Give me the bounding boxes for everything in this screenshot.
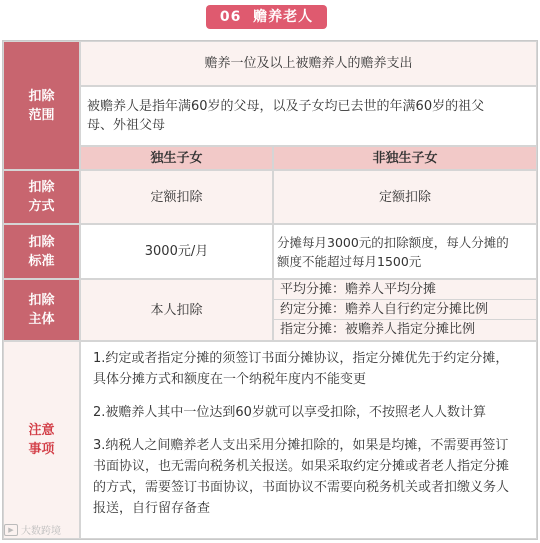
note-item-3-line4: 报送，自行留存备查 xyxy=(93,501,211,516)
scope-definition-line2: 母、外祖父母 xyxy=(87,118,166,133)
note-item-3-line2: 书面协议，也无需向税务机关报送。如果采取约定分摊或者老人指定分摊 xyxy=(93,459,510,474)
subject-non-only-child xyxy=(273,279,537,341)
note-item-3 xyxy=(93,435,509,519)
label-notes-line1: 注意 xyxy=(28,423,55,438)
standard-only-child-text: 3000元/月 xyxy=(144,244,209,259)
deduction-table xyxy=(2,40,538,540)
column-non-only-child xyxy=(273,146,537,170)
note-item-3-line1: 3.纳税人之间赡养老人支出采用分摊扣除的，如果是均摊，不需要再签订 xyxy=(93,438,509,453)
label-subject xyxy=(3,279,80,341)
section-title-text: 赡养老人 xyxy=(253,9,314,25)
section-number: 06 xyxy=(219,9,242,25)
watermark-text: 大数跨境 xyxy=(21,526,61,537)
label-standard-line2: 标准 xyxy=(28,253,55,269)
column-non-only-child-label: 非独生子女 xyxy=(372,150,438,166)
watermark-logo-icon: ▶ xyxy=(4,524,18,536)
standard-only-child xyxy=(80,224,273,279)
method-only-child-text: 定额扣除 xyxy=(150,189,203,205)
method-non-only-child xyxy=(273,170,537,224)
subject-option-agreed: 约定分摊：赡养人自行约定分摊比例 xyxy=(274,300,536,320)
label-standard-line1: 扣除 xyxy=(28,234,55,250)
note-item-1-line2: 具体分摊方式和额度在一个纳税年度内不能变更 xyxy=(93,372,367,387)
scope-definition-line1: 被赡养人是指年满60岁的父母，以及子女均已去世的年满60岁的祖父 xyxy=(87,99,485,114)
standard-non-only-child-line2: 额度不能超过每月1500元 xyxy=(277,253,422,269)
label-method xyxy=(3,170,80,224)
label-subject-line1: 扣除 xyxy=(28,293,55,308)
method-non-only-child-text: 定额扣除 xyxy=(378,189,431,205)
column-only-child-label: 独生子女 xyxy=(150,150,203,166)
note-item-2-line1: 2.被赡养人其中一位达到60岁就可以享受扣除，不按照老人人数计算 xyxy=(93,405,486,420)
subject-only-child xyxy=(80,279,273,341)
subject-option-designated: 指定分摊：被赡养人指定分摊比例 xyxy=(280,322,476,337)
note-item-3-line3: 的方式，需要签订书面协议，书面协议不需要向税务机关或者扣缴义务人 xyxy=(93,480,510,495)
label-notes-line2: 事项 xyxy=(28,442,55,457)
label-notes xyxy=(3,341,80,539)
standard-non-only-child-line1: 分摊每月3000元的扣除额度，每人分摊的 xyxy=(277,234,509,250)
scope-summary-text: 赡养一位及以上被赡养人的赡养支出 xyxy=(204,56,413,71)
title-bar xyxy=(0,0,540,36)
notes-content xyxy=(80,341,537,539)
label-subject-line2: 主体 xyxy=(28,312,55,327)
label-method-line2: 方式 xyxy=(28,199,55,214)
note-item-2 xyxy=(93,402,486,423)
label-standard xyxy=(3,224,80,279)
note-item-1-line1: 1.约定或者指定分摊的须签订书面分摊协议，指定分摊优先于约定分摊， xyxy=(93,351,509,366)
label-scope xyxy=(3,41,80,170)
label-method-line1: 扣除 xyxy=(28,180,55,195)
label-scope-line1: 扣除 xyxy=(28,88,55,104)
scope-definition xyxy=(80,86,537,146)
note-item-1 xyxy=(93,348,508,390)
subject-option-average: 平均分摊：赡养人平均分摊 xyxy=(274,280,536,300)
method-only-child xyxy=(80,170,273,224)
column-only-child xyxy=(80,146,273,170)
label-scope-line2: 范围 xyxy=(28,107,55,123)
watermark xyxy=(4,522,61,537)
standard-non-only-child xyxy=(273,224,537,279)
scope-summary xyxy=(80,41,537,86)
section-title xyxy=(206,5,327,29)
subject-only-child-text: 本人扣除 xyxy=(150,302,203,318)
